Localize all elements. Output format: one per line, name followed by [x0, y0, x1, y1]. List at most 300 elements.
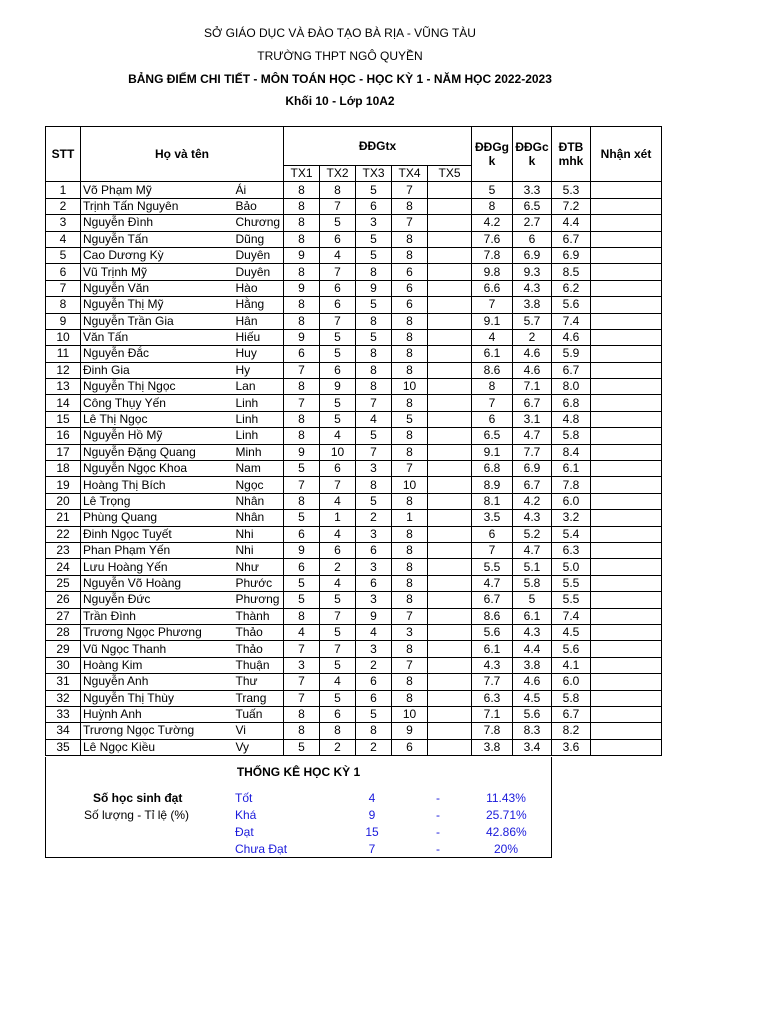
- table-row: [46, 657, 662, 673]
- given-name-cell: Phước: [234, 575, 284, 591]
- surname-cell: Nguyễn Ngọc Khoa: [81, 461, 234, 477]
- average-cell: 8.4: [552, 444, 591, 460]
- stats-row: [46, 842, 551, 858]
- stats-level: Tốt: [235, 791, 253, 805]
- tx4-cell: 8: [392, 444, 428, 460]
- tx2-cell: 2: [320, 739, 356, 755]
- comment-cell: [591, 575, 662, 591]
- tx1-cell: 8: [284, 706, 320, 722]
- tx4-cell: 10: [392, 706, 428, 722]
- stt-cell: 28: [46, 624, 81, 640]
- surname-cell: Lưu Hoàng Yến: [81, 559, 234, 575]
- given-name-cell: Minh: [234, 444, 284, 460]
- comment-cell: [591, 559, 662, 575]
- midterm-cell: 4.2: [472, 215, 513, 231]
- table-row: [46, 723, 662, 739]
- comment-cell: [591, 329, 662, 345]
- tx3-cell: 9: [356, 280, 392, 296]
- tx3-cell: 5: [356, 247, 392, 263]
- table-row: [46, 247, 662, 263]
- given-name-cell: Dũng: [234, 231, 284, 247]
- table-row: [46, 575, 662, 591]
- midterm-cell: 7.8: [472, 723, 513, 739]
- comment-cell: [591, 362, 662, 378]
- stt-cell: 6: [46, 264, 81, 280]
- final-cell: 7.7: [513, 444, 552, 460]
- tx1-cell: 4: [284, 624, 320, 640]
- stt-cell: 31: [46, 674, 81, 690]
- tx5-cell: [428, 346, 472, 362]
- tx5-cell: [428, 182, 472, 198]
- comment-cell: [591, 608, 662, 624]
- tx3-cell: 4: [356, 624, 392, 640]
- stats-label-passed: Số học sinh đạt: [93, 791, 183, 805]
- stats-level: Khá: [235, 808, 257, 822]
- name-header: Họ và tên: [81, 127, 284, 182]
- surname-cell: Phan Phạm Yến: [81, 542, 234, 558]
- tx5-cell: [428, 657, 472, 673]
- surname-cell: Văn Tấn: [81, 329, 234, 345]
- tx1-cell: 9: [284, 542, 320, 558]
- average-cell: 4.5: [552, 624, 591, 640]
- stats-percent: 42.86%: [486, 825, 527, 839]
- average-cell: 6.2: [552, 280, 591, 296]
- tx3-cell: 8: [356, 477, 392, 493]
- stt-cell: 5: [46, 247, 81, 263]
- tx5-cell: [428, 280, 472, 296]
- tx5-cell: [428, 493, 472, 509]
- comment-cell: [591, 264, 662, 280]
- tx2-cell: 8: [320, 723, 356, 739]
- tx4-cell: 10: [392, 477, 428, 493]
- tx5-cell: [428, 608, 472, 624]
- table-row: [46, 542, 662, 558]
- tx2-cell: 5: [320, 411, 356, 427]
- average-cell: 8.0: [552, 379, 591, 395]
- comment-cell: [591, 493, 662, 509]
- surname-cell: Lê Trọng: [81, 493, 234, 509]
- tx2-cell: 4: [320, 247, 356, 263]
- average-cell: 6.0: [552, 674, 591, 690]
- stt-cell: 15: [46, 411, 81, 427]
- final-cell: 6.7: [513, 395, 552, 411]
- average-cell: 4.6: [552, 329, 591, 345]
- final-cell: 5.1: [513, 559, 552, 575]
- tx4-cell: 8: [392, 641, 428, 657]
- final-cell: 3.3: [513, 182, 552, 198]
- average-cell: 3.6: [552, 739, 591, 755]
- surname-cell: Nguyễn Đức: [81, 592, 234, 608]
- stt-cell: 16: [46, 428, 81, 444]
- tx3-header: TX3: [356, 166, 392, 182]
- tx4-cell: 7: [392, 461, 428, 477]
- comment-cell: [591, 313, 662, 329]
- tx4-cell: 8: [392, 493, 428, 509]
- tx1-cell: 6: [284, 559, 320, 575]
- tx5-cell: [428, 231, 472, 247]
- comment-cell: [591, 346, 662, 362]
- tx3-cell: 5: [356, 182, 392, 198]
- comment-cell: [591, 231, 662, 247]
- stt-cell: 24: [46, 559, 81, 575]
- table-row: [46, 624, 662, 640]
- tx1-cell: 9: [284, 247, 320, 263]
- school-name: TRƯỜNG THPT NGÔ QUYỀN: [257, 49, 423, 63]
- stats-dash: -: [436, 825, 440, 839]
- ddggk-header: ĐĐGg k: [472, 127, 513, 182]
- average-cell: 4.1: [552, 657, 591, 673]
- tx3-cell: 8: [356, 346, 392, 362]
- comment-cell: [591, 395, 662, 411]
- tx5-cell: [428, 247, 472, 263]
- comment-cell: [591, 280, 662, 296]
- comment-cell: [591, 461, 662, 477]
- tx2-cell: 5: [320, 346, 356, 362]
- tx4-cell: 8: [392, 329, 428, 345]
- stt-cell: 23: [46, 542, 81, 558]
- tx4-cell: 1: [392, 510, 428, 526]
- tx1-cell: 8: [284, 182, 320, 198]
- given-name-cell: Lan: [234, 379, 284, 395]
- surname-cell: Nguyễn Thị Mỹ: [81, 297, 234, 313]
- final-cell: 4.5: [513, 690, 552, 706]
- average-cell: 5.3: [552, 182, 591, 198]
- tx5-cell: [428, 739, 472, 755]
- given-name-cell: Linh: [234, 395, 284, 411]
- comment-cell: [591, 690, 662, 706]
- stt-cell: 14: [46, 395, 81, 411]
- table-row: [46, 690, 662, 706]
- tx3-cell: 8: [356, 264, 392, 280]
- department-name: SỞ GIÁO DỤC VÀ ĐÀO TẠO BÀ RỊA - VŨNG TÀU: [204, 26, 476, 40]
- comment-cell: [591, 739, 662, 755]
- stt-cell: 26: [46, 592, 81, 608]
- tx2-cell: 5: [320, 690, 356, 706]
- tx4-cell: 6: [392, 297, 428, 313]
- table-row: [46, 379, 662, 395]
- comment-cell: [591, 297, 662, 313]
- stats-percent: 11.43%: [486, 791, 526, 805]
- surname-cell: Hoàng Kim: [81, 657, 234, 673]
- given-name-cell: Linh: [234, 411, 284, 427]
- tx5-cell: [428, 575, 472, 591]
- stt-cell: 17: [46, 444, 81, 460]
- given-name-cell: Tuấn: [234, 706, 284, 722]
- tx2-cell: 4: [320, 575, 356, 591]
- final-cell: 4.6: [513, 674, 552, 690]
- tx4-cell: 8: [392, 592, 428, 608]
- tx1-cell: 9: [284, 280, 320, 296]
- tx1-cell: 5: [284, 510, 320, 526]
- table-row: [46, 592, 662, 608]
- final-cell: 4.3: [513, 624, 552, 640]
- average-cell: 7.2: [552, 198, 591, 214]
- given-name-cell: Vy: [234, 739, 284, 755]
- tx4-cell: 7: [392, 182, 428, 198]
- tx4-cell: 5: [392, 411, 428, 427]
- tx3-cell: 4: [356, 411, 392, 427]
- stt-cell: 19: [46, 477, 81, 493]
- surname-cell: Lê Thị Ngọc: [81, 411, 234, 427]
- midterm-cell: 7.6: [472, 231, 513, 247]
- tx2-cell: 5: [320, 215, 356, 231]
- stats-percent: 25.71%: [486, 808, 527, 822]
- average-cell: 5.5: [552, 575, 591, 591]
- tx1-header: TX1: [284, 166, 320, 182]
- tx5-cell: [428, 624, 472, 640]
- given-name-cell: Thảo: [234, 641, 284, 657]
- midterm-cell: 9.8: [472, 264, 513, 280]
- tx2-cell: 7: [320, 477, 356, 493]
- tx2-cell: 7: [320, 641, 356, 657]
- tx3-cell: 8: [356, 362, 392, 378]
- tx3-cell: 3: [356, 641, 392, 657]
- tx5-cell: [428, 674, 472, 690]
- tx2-cell: 5: [320, 592, 356, 608]
- tx4-cell: 8: [392, 313, 428, 329]
- tx2-cell: 6: [320, 461, 356, 477]
- surname-cell: Nguyễn Võ Hoàng: [81, 575, 234, 591]
- stats-count: 4: [368, 791, 376, 805]
- tx3-cell: 6: [356, 575, 392, 591]
- tx2-cell: 6: [320, 362, 356, 378]
- tx2-cell: 6: [320, 706, 356, 722]
- average-cell: 7.4: [552, 313, 591, 329]
- tx1-cell: 5: [284, 461, 320, 477]
- surname-cell: Phùng Quang: [81, 510, 234, 526]
- stt-cell: 13: [46, 379, 81, 395]
- table-row: [46, 411, 662, 427]
- midterm-cell: 6: [472, 526, 513, 542]
- table-row: [46, 674, 662, 690]
- stats-count: 7: [368, 842, 376, 856]
- tx1-cell: 8: [284, 198, 320, 214]
- table-row: [46, 706, 662, 722]
- stt-cell: 30: [46, 657, 81, 673]
- final-cell: 4.6: [513, 346, 552, 362]
- tx5-cell: [428, 395, 472, 411]
- tx4-cell: 7: [392, 657, 428, 673]
- tx1-cell: 7: [284, 690, 320, 706]
- surname-cell: Nguyễn Trần Gia: [81, 313, 234, 329]
- given-name-cell: Hằng: [234, 297, 284, 313]
- given-name-cell: Ngọc: [234, 477, 284, 493]
- final-cell: 4.3: [513, 280, 552, 296]
- final-cell: 5.2: [513, 526, 552, 542]
- comment-cell: [591, 411, 662, 427]
- tx4-cell: 6: [392, 739, 428, 755]
- average-cell: 5.8: [552, 428, 591, 444]
- given-name-cell: Linh: [234, 428, 284, 444]
- stats-count: 15: [365, 825, 379, 839]
- final-cell: 5: [513, 592, 552, 608]
- stt-cell: 9: [46, 313, 81, 329]
- midterm-cell: 5.6: [472, 624, 513, 640]
- average-cell: 3.2: [552, 510, 591, 526]
- midterm-cell: 6.1: [472, 641, 513, 657]
- stt-cell: 8: [46, 297, 81, 313]
- final-cell: 6.1: [513, 608, 552, 624]
- tx3-cell: 3: [356, 215, 392, 231]
- average-cell: 5.0: [552, 559, 591, 575]
- tx5-cell: [428, 198, 472, 214]
- table-row: [46, 362, 662, 378]
- table-row: [46, 526, 662, 542]
- surname-cell: Vũ Trịnh Mỹ: [81, 264, 234, 280]
- tx1-cell: 7: [284, 477, 320, 493]
- table-row: [46, 444, 662, 460]
- stt-cell: 12: [46, 362, 81, 378]
- tx2-cell: 6: [320, 280, 356, 296]
- tx3-cell: 5: [356, 329, 392, 345]
- given-name-cell: Hy: [234, 362, 284, 378]
- tx5-cell: [428, 215, 472, 231]
- tx2-cell: 2: [320, 559, 356, 575]
- tx1-cell: 7: [284, 641, 320, 657]
- tx2-cell: 5: [320, 329, 356, 345]
- tx1-cell: 9: [284, 329, 320, 345]
- average-cell: 7.8: [552, 477, 591, 493]
- surname-cell: Nguyễn Tấn: [81, 231, 234, 247]
- tx3-cell: 3: [356, 526, 392, 542]
- tx5-cell: [428, 313, 472, 329]
- table-row: [46, 559, 662, 575]
- table-row: [46, 231, 662, 247]
- tx1-cell: 7: [284, 362, 320, 378]
- stt-cell: 27: [46, 608, 81, 624]
- midterm-cell: 6.5: [472, 428, 513, 444]
- table-row: [46, 461, 662, 477]
- tx1-cell: 8: [284, 313, 320, 329]
- table-row: [46, 198, 662, 214]
- tx1-cell: 3: [284, 657, 320, 673]
- tx5-cell: [428, 428, 472, 444]
- tx4-cell: 7: [392, 608, 428, 624]
- given-name-cell: Vi: [234, 723, 284, 739]
- tx4-header: TX4: [392, 166, 428, 182]
- table-row: [46, 215, 662, 231]
- tx4-cell: 3: [392, 624, 428, 640]
- tx1-cell: 8: [284, 723, 320, 739]
- comment-cell: [591, 477, 662, 493]
- comment-cell: [591, 247, 662, 263]
- tx1-cell: 6: [284, 346, 320, 362]
- table-row: [46, 313, 662, 329]
- midterm-cell: 6.7: [472, 592, 513, 608]
- comment-cell: [591, 657, 662, 673]
- given-name-cell: Nhi: [234, 542, 284, 558]
- final-cell: 3.8: [513, 297, 552, 313]
- tx4-cell: 9: [392, 723, 428, 739]
- final-cell: 4.7: [513, 542, 552, 558]
- stt-header: STT: [46, 127, 81, 182]
- given-name-cell: Thư: [234, 674, 284, 690]
- final-cell: 6: [513, 231, 552, 247]
- surname-cell: Công Thụy Yến: [81, 395, 234, 411]
- tx2-cell: 9: [320, 379, 356, 395]
- average-cell: 7.4: [552, 608, 591, 624]
- midterm-cell: 4.7: [472, 575, 513, 591]
- given-name-cell: Phương: [234, 592, 284, 608]
- given-name-cell: Thành: [234, 608, 284, 624]
- stt-cell: 20: [46, 493, 81, 509]
- tx5-cell: [428, 379, 472, 395]
- midterm-cell: 4.3: [472, 657, 513, 673]
- ddgtx-header: ĐĐGtx: [284, 127, 472, 166]
- average-cell: 6.1: [552, 461, 591, 477]
- tx1-cell: 7: [284, 674, 320, 690]
- tx2-cell: 7: [320, 264, 356, 280]
- tx2-cell: 5: [320, 657, 356, 673]
- stats-dash: -: [436, 791, 440, 805]
- comment-cell: [591, 526, 662, 542]
- tx4-cell: 8: [392, 346, 428, 362]
- tx3-cell: 5: [356, 428, 392, 444]
- tx4-cell: 6: [392, 264, 428, 280]
- final-cell: 4.6: [513, 362, 552, 378]
- tx1-cell: 5: [284, 575, 320, 591]
- given-name-cell: Ái: [234, 182, 284, 198]
- table-row: [46, 280, 662, 296]
- average-cell: 6.9: [552, 247, 591, 263]
- tx3-cell: 5: [356, 493, 392, 509]
- average-cell: 5.5: [552, 592, 591, 608]
- class-subtitle: Khối 10 - Lớp 10A2: [285, 94, 395, 108]
- tx2-cell: 6: [320, 231, 356, 247]
- tx4-cell: 8: [392, 198, 428, 214]
- tx3-cell: 8: [356, 313, 392, 329]
- comment-cell: [591, 624, 662, 640]
- tx5-header: TX5: [428, 166, 472, 182]
- final-cell: 9.3: [513, 264, 552, 280]
- tx5-cell: [428, 559, 472, 575]
- tx2-cell: 4: [320, 674, 356, 690]
- semester-statistics: [45, 757, 552, 858]
- stats-row: [46, 791, 551, 807]
- stt-cell: 22: [46, 526, 81, 542]
- surname-cell: Nguyễn Đình: [81, 215, 234, 231]
- midterm-cell: 3.8: [472, 739, 513, 755]
- stt-cell: 1: [46, 182, 81, 198]
- final-cell: 5.7: [513, 313, 552, 329]
- surname-cell: Nguyễn Thị Ngọc: [81, 379, 234, 395]
- stt-cell: 34: [46, 723, 81, 739]
- midterm-cell: 7.1: [472, 706, 513, 722]
- table-row: [46, 608, 662, 624]
- tx3-cell: 8: [356, 723, 392, 739]
- given-name-cell: Nhân: [234, 510, 284, 526]
- midterm-cell: 8: [472, 379, 513, 395]
- tx5-cell: [428, 461, 472, 477]
- tx2-cell: 4: [320, 526, 356, 542]
- midterm-cell: 7: [472, 542, 513, 558]
- table-row: [46, 182, 662, 198]
- surname-cell: Nguyễn Đặng Quang: [81, 444, 234, 460]
- stt-cell: 25: [46, 575, 81, 591]
- tx2-cell: 4: [320, 428, 356, 444]
- surname-cell: Nguyễn Anh: [81, 674, 234, 690]
- midterm-cell: 3.5: [472, 510, 513, 526]
- tx4-cell: 8: [392, 231, 428, 247]
- midterm-cell: 4: [472, 329, 513, 345]
- given-name-cell: Hào: [234, 280, 284, 296]
- average-cell: 5.6: [552, 297, 591, 313]
- average-cell: 4.8: [552, 411, 591, 427]
- table-row: [46, 264, 662, 280]
- tx4-cell: 10: [392, 379, 428, 395]
- final-cell: 4.3: [513, 510, 552, 526]
- table-row: [46, 329, 662, 345]
